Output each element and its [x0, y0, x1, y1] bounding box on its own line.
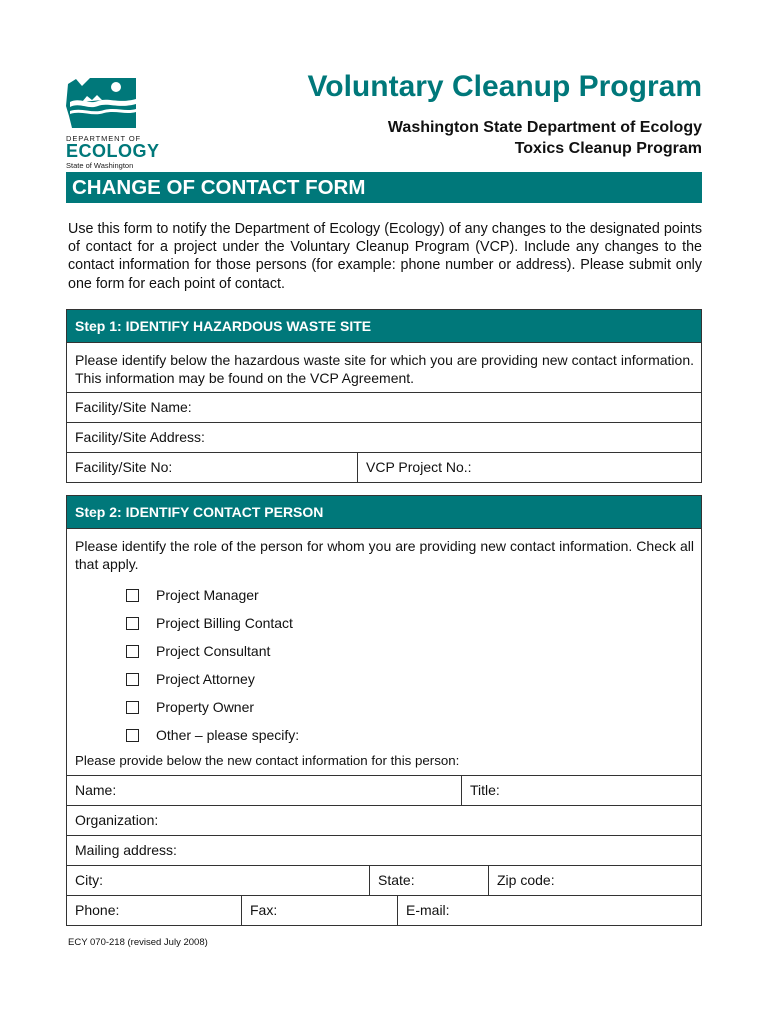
logo-state-text: State of Washington — [66, 161, 134, 170]
role-checkbox-list — [67, 578, 701, 749]
step2-description: Please identify the role of the person for whom you are providing new contact information. Check all that apply. — [75, 538, 694, 572]
role-option-other[interactable] — [126, 721, 701, 749]
step2-heading: Step 2: IDENTIFY CONTACT PERSON — [67, 496, 701, 529]
facility-number-field[interactable]: Facility/Site No: — [75, 459, 173, 475]
state-field[interactable]: State: — [369, 866, 488, 895]
role-label: Other – please specify: — [156, 727, 300, 743]
mailing-address-row — [67, 835, 701, 865]
checkbox[interactable] — [126, 729, 139, 742]
step1-heading: Step 1: IDENTIFY HAZARDOUS WASTE SITE — [67, 310, 701, 343]
role-option-property-owner[interactable] — [126, 693, 701, 721]
email-field[interactable]: E-mail: — [397, 896, 701, 925]
mailing-address-field[interactable]: Mailing address: — [75, 842, 177, 858]
phone-fax-email-row — [67, 895, 701, 925]
department-subtitle: Washington State Department of Ecology — [387, 119, 702, 136]
program-subtitle: Toxics Cleanup Program — [514, 140, 702, 157]
city-state-zip-row — [67, 865, 701, 895]
checkbox[interactable] — [126, 617, 139, 630]
title-field[interactable]: Title: — [461, 776, 701, 805]
organization-row — [67, 805, 701, 835]
facility-address-row — [67, 422, 701, 452]
ecology-logo — [66, 76, 160, 170]
role-label: Project Billing Contact — [156, 615, 293, 631]
intro-paragraph: Use this form to notify the Department of Ecology (Ecology) of any changes to the designated points of contact for a project under the Voluntary Cleanup Program (VCP). Include any changes to the contact information for those persons (for example: phone number or address). Please submit only one form for each point of contact. — [68, 221, 702, 292]
role-option-project-manager[interactable] — [126, 581, 701, 609]
logo-ecology-text: ECOLOGY — [66, 141, 160, 161]
role-option-project-billing-contact[interactable] — [126, 609, 701, 637]
role-label: Project Manager — [156, 587, 259, 603]
facility-address-field[interactable]: Facility/Site Address: — [75, 429, 205, 445]
name-title-row — [67, 775, 701, 805]
checkbox[interactable] — [126, 673, 139, 686]
role-option-project-consultant[interactable] — [126, 637, 701, 665]
checkbox[interactable] — [126, 589, 139, 602]
fax-field[interactable]: Fax: — [241, 896, 397, 925]
role-option-project-attorney[interactable] — [126, 665, 701, 693]
checkbox[interactable] — [126, 645, 139, 658]
role-label: Project Consultant — [156, 643, 271, 659]
form-title-banner: CHANGE OF CONTACT FORM — [66, 172, 702, 203]
step2-section — [66, 495, 702, 926]
phone-field[interactable]: Phone: — [75, 902, 120, 918]
facility-number-row — [67, 452, 701, 482]
logo-department-text: DEPARTMENT OF — [66, 134, 142, 143]
facility-name-field[interactable]: Facility/Site Name: — [75, 399, 192, 415]
step1-section — [66, 309, 702, 483]
step1-description: Please identify below the hazardous waste site for which you are providing new contact information. This information may be found on the VCP Agreement. — [75, 352, 694, 386]
role-label: Project Attorney — [156, 671, 255, 687]
contact-info-instruction: Please provide below the new contact information for this person: — [75, 753, 460, 768]
role-label: Property Owner — [156, 699, 255, 715]
washington-state-map-icon — [66, 76, 138, 130]
city-field[interactable]: City: — [75, 872, 103, 888]
page-title: Voluntary Cleanup Program — [307, 70, 702, 103]
checkbox[interactable] — [126, 701, 139, 714]
organization-field[interactable]: Organization: — [75, 812, 159, 828]
facility-name-row — [67, 392, 701, 422]
form-number-footer: ECY 070-218 (revised July 2008) — [68, 937, 208, 948]
name-field[interactable]: Name: — [75, 782, 117, 798]
zip-code-field[interactable]: Zip code: — [488, 866, 701, 895]
vcp-project-number-field[interactable]: VCP Project No.: — [357, 453, 701, 482]
